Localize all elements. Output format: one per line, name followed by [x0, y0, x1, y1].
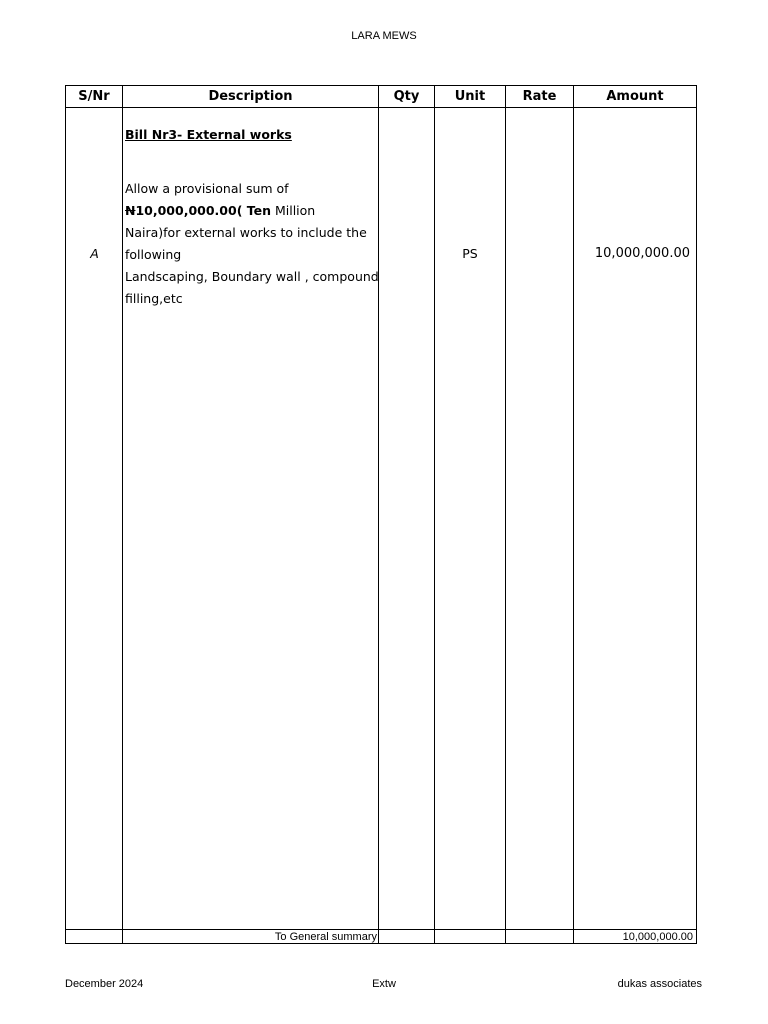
provisional-sum-words: Million — [271, 203, 316, 218]
column-header-snr: S/Nr — [78, 89, 110, 104]
item-unit: PS — [462, 246, 478, 261]
footer-date: December 2024 — [65, 978, 144, 990]
bill-title: Bill Nr3- External works — [125, 127, 292, 142]
column-header-description: Description — [208, 89, 293, 104]
description-line: Allow a provisional sum of — [125, 181, 289, 196]
column-header-qty: Qty — [393, 89, 420, 104]
column-divider — [505, 86, 506, 943]
total-amount: 10,000,000.00 — [622, 931, 693, 943]
description-line: following — [125, 247, 182, 262]
description-line: Landscaping, Boundary wall , compound — [125, 269, 379, 284]
column-divider — [573, 86, 574, 943]
column-header-unit: Unit — [454, 89, 486, 104]
bill-of-quantities-table — [65, 85, 697, 944]
item-amount: 10,000,000.00 — [594, 246, 690, 261]
description-line: Naira)for external works to include the — [125, 225, 367, 240]
provisional-sum-figure: 10,000,000.00( Ten — [135, 203, 271, 218]
item-description — [125, 124, 379, 310]
page-title: LARA MEWS — [351, 30, 417, 42]
footer-company: dukas associates — [617, 978, 702, 990]
column-header-rate: Rate — [522, 89, 557, 104]
column-divider — [122, 86, 123, 943]
description-line: filling,etc — [125, 291, 183, 306]
naira-symbol: N — [125, 203, 136, 218]
item-serial-number: A — [90, 246, 99, 261]
total-label: To General summary — [274, 931, 377, 943]
column-header-amount: Amount — [606, 89, 664, 104]
footer-sheet-code: Extw — [372, 978, 396, 990]
description-line — [125, 200, 379, 222]
column-divider — [434, 86, 435, 943]
